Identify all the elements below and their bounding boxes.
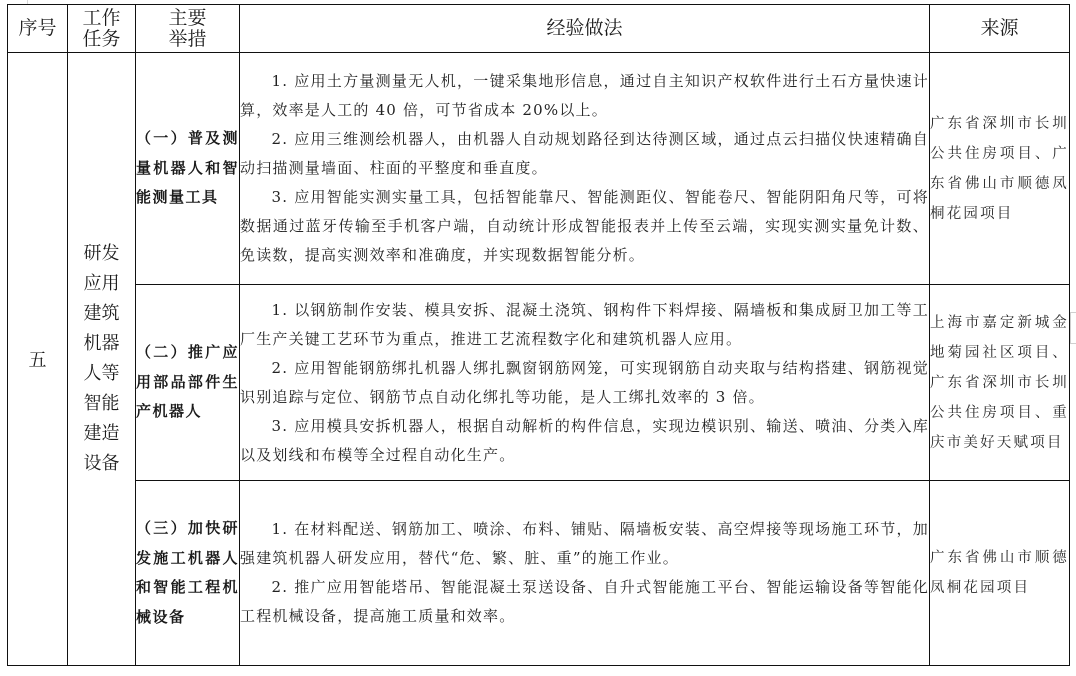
section-seq: 五 <box>8 53 68 666</box>
header-seq: 序号 <box>8 5 68 53</box>
practice-item: 3. 应用模具安拆机器人，根据自动解析的构件信息，实现边模识别、输送、喷油、分类入库以及划线和布模等全过程自动化生产。 <box>240 416 929 464</box>
margin-marker <box>1070 312 1076 344</box>
experience-table <box>7 4 1070 666</box>
practice-item: 2. 应用智能钢筋绑扎机器人绑扎飘窗钢筋网笼，可实现钢筋自动夹取与结构搭建、钢筋视觉识别追踪与定位、钢筋节点自动化绑扎等功能，是人工绑扎效率的 3 倍。 <box>240 358 929 406</box>
practice-item: 3. 应用智能实测实量工具，包括智能靠尺、智能测距仪、智能卷尺、智能阴阳角尺等，可将数据通过蓝牙传输至手机客户端，自动统计形成智能报表并上传至云端，实现实测实量免计数、免读数，提高实测效率和准确度，并实现数据智能分析。 <box>240 188 929 264</box>
header-measure-line2: 举措 <box>168 27 207 50</box>
header-task-line1: 工作 <box>82 6 121 29</box>
table-row <box>8 481 1070 666</box>
header-task <box>68 5 136 53</box>
practice-item: 1. 以钢筋制作安装、模具安拆、混凝土浇筑、钢构件下料焊接、隔墙板和集成厨卫加工等工厂生产关键工艺环节为重点，推进工艺流程数字化和建筑机器人应用。 <box>240 300 929 348</box>
header-task-line2: 任务 <box>82 27 121 50</box>
practice-item: 1. 应用土方量测量无人机，一键采集地形信息，通过自主知识产权软件进行土石方量快速计算，效率是人工的 40 倍，可节省成本 20%以上。 <box>240 72 929 119</box>
header-measure-line1: 主要 <box>168 6 207 29</box>
table-row <box>8 285 1070 481</box>
section-task <box>68 53 136 666</box>
practice-cell <box>240 285 930 481</box>
table-row <box>8 53 1070 285</box>
practice-item: 2. 应用三维测绘机器人，由机器人自动规划路径到达待测区域，通过点云扫描仪快速精确自动扫描测量墙面、柱面的平整度和垂直度。 <box>240 130 929 177</box>
source-cell: 上海市嘉定新城金地菊园社区项目、广东省深圳市长圳公共住房项目、重庆市美好天赋项目 <box>930 285 1070 481</box>
practice-item: 2. 推广应用智能塔吊、智能混凝土泵送设备、自升式智能施工平台、智能运输设备等智能化工程机械设备，提高施工质量和效率。 <box>240 578 929 625</box>
measure-cell: （一）普及测量机器人和智能测量工具 <box>136 53 240 285</box>
header-source: 来源 <box>930 5 1070 53</box>
measure-cell: （二）推广应用部品部件生产机器人 <box>136 285 240 481</box>
header-practice: 经验做法 <box>240 5 930 53</box>
source-cell: 广东省佛山市顺德凤桐花园项目 <box>930 481 1070 666</box>
table-header-row <box>8 5 1070 53</box>
section-task-text: 研发应用建筑机器人等智能建造设备 <box>83 243 120 474</box>
source-cell: 广东省深圳市长圳公共住房项目、广东省佛山市顺德凤桐花园项目 <box>930 53 1070 285</box>
header-measure <box>136 5 240 53</box>
practice-cell <box>240 53 930 285</box>
practice-cell <box>240 481 930 666</box>
practice-item: 1. 在材料配送、钢筋加工、喷涂、布料、铺贴、隔墙板安装、高空焊接等现场施工环节，加强建筑机器人研发应用，替代“危、繁、脏、重”的施工作业。 <box>240 520 929 567</box>
measure-cell: （三）加快研发施工机器人和智能工程机械设备 <box>136 481 240 666</box>
